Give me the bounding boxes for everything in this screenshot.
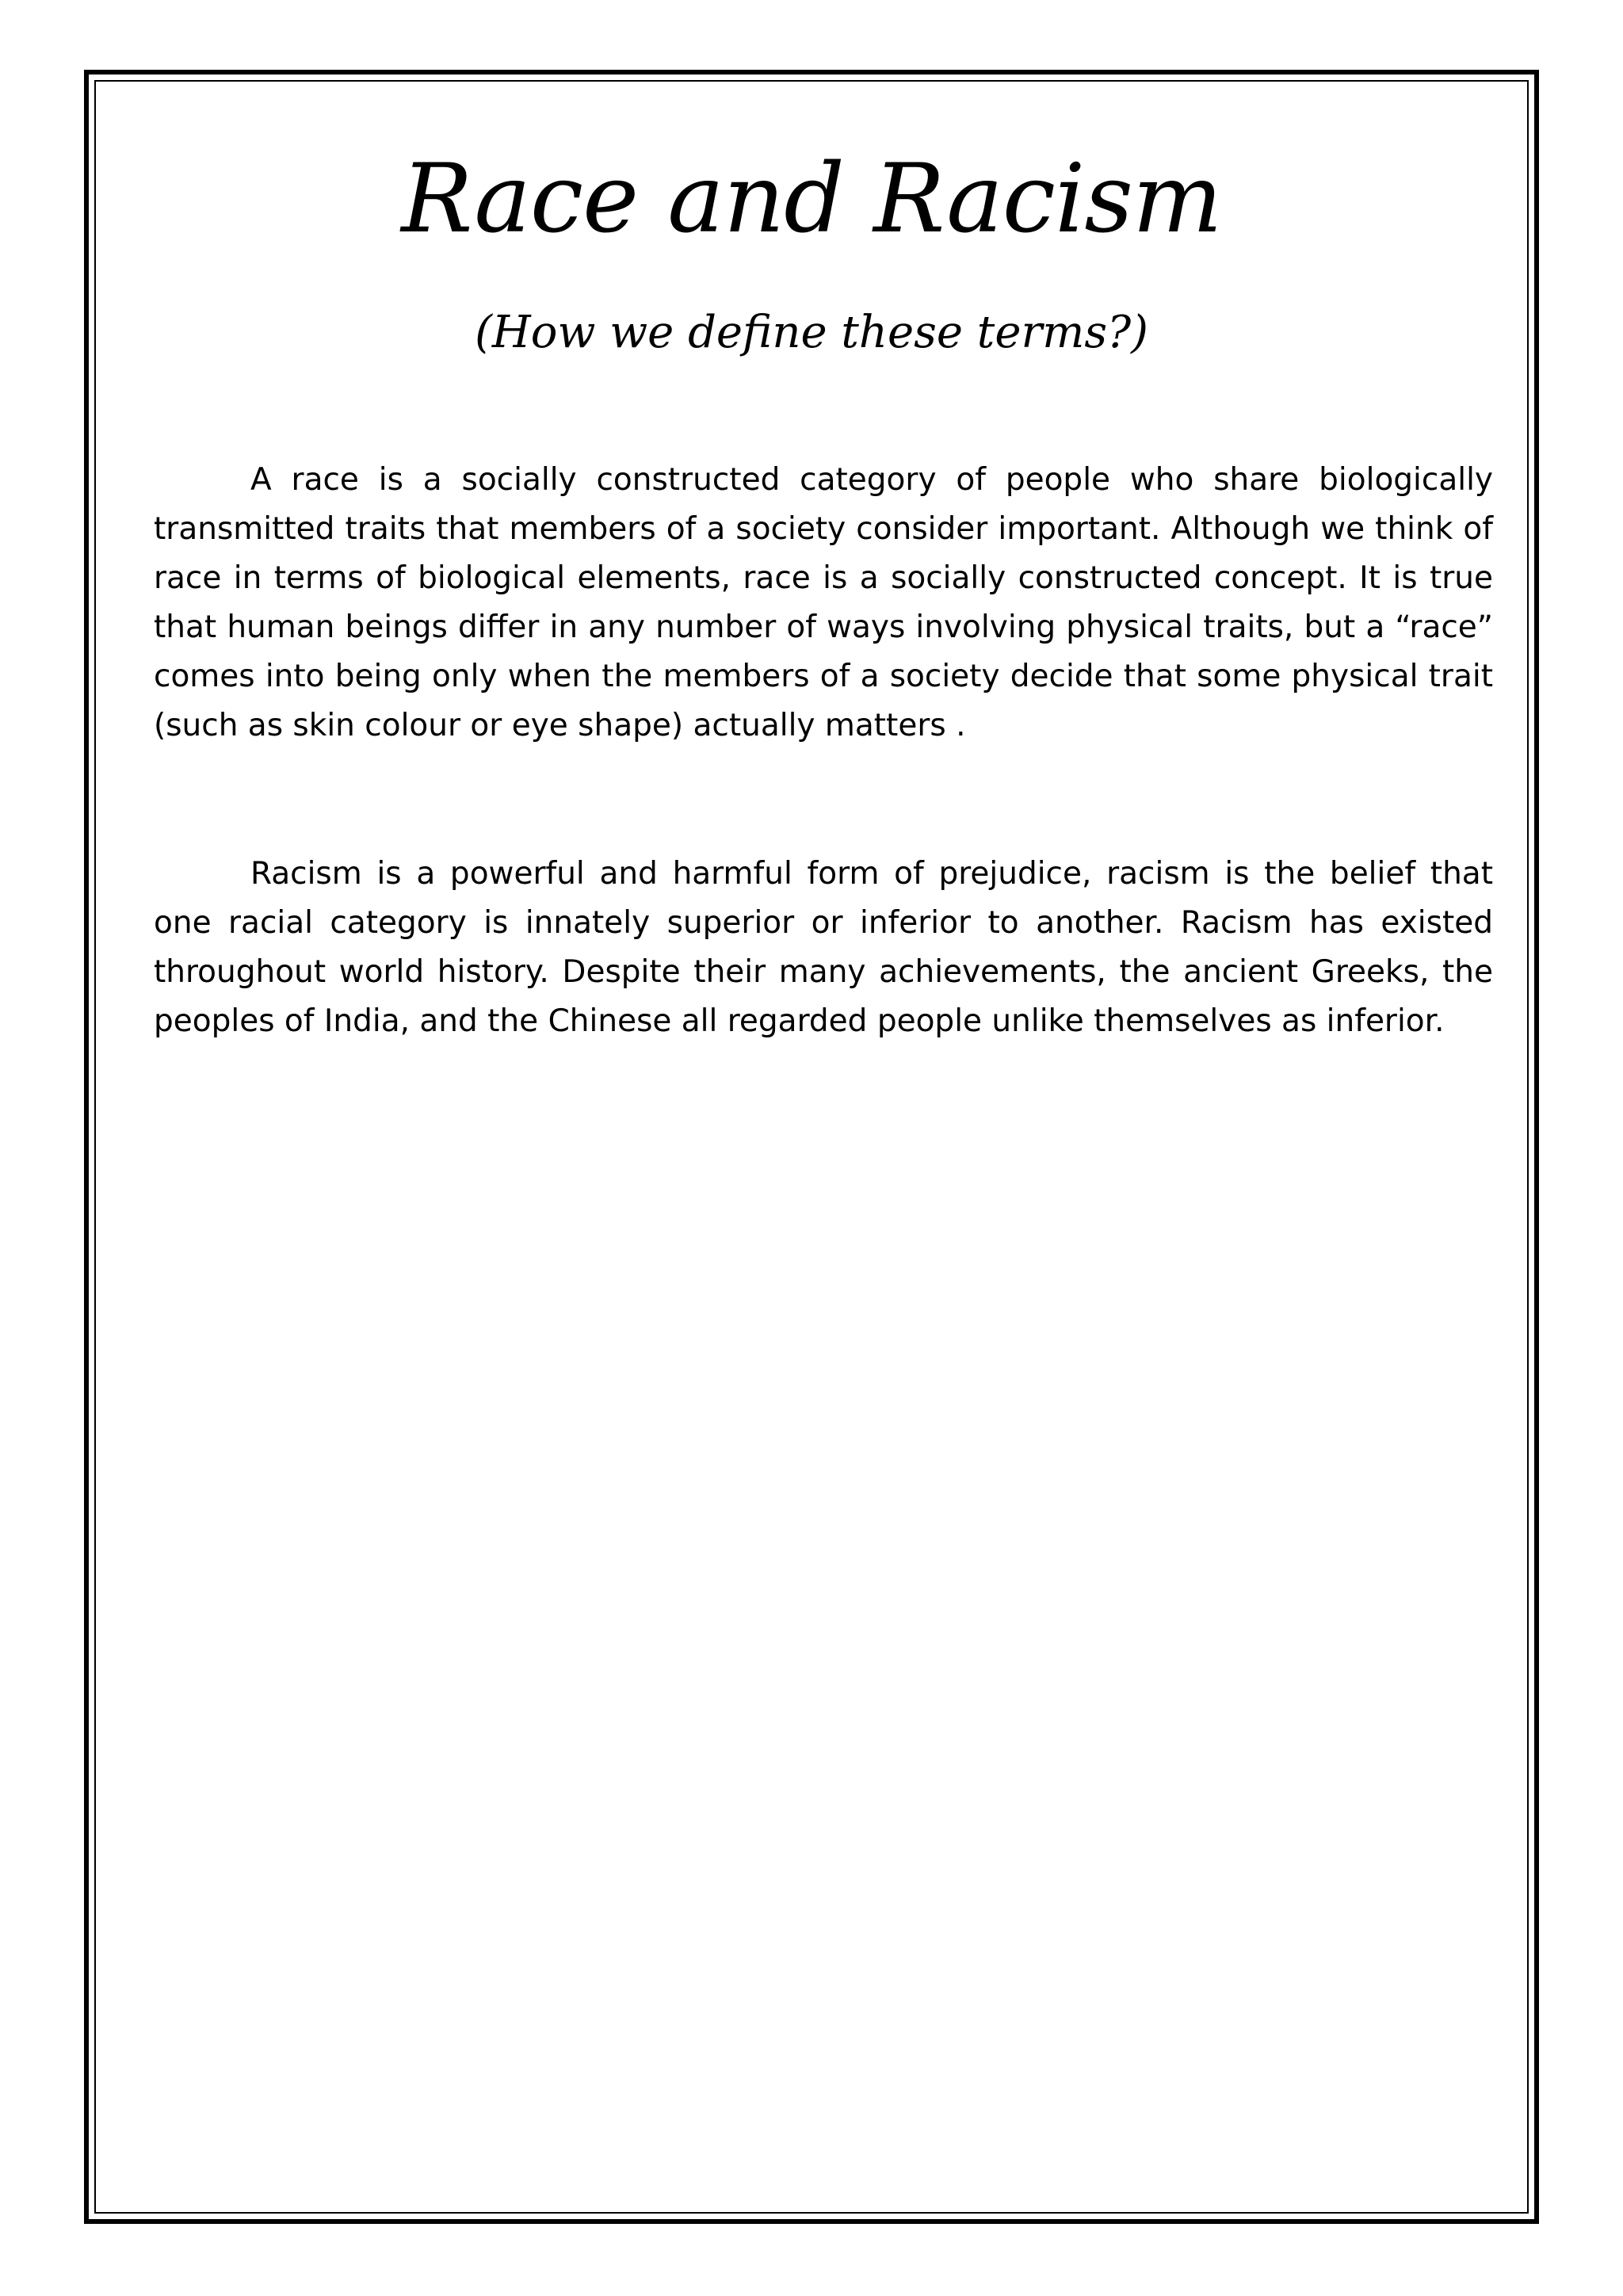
page-border-inner — [94, 80, 1529, 2214]
page-title: Race and Racism — [401, 144, 1222, 254]
page-subtitle: (How we define these terms?) — [475, 307, 1148, 358]
paragraph-race-definition: A race is a socially constructed category of people who share biologically transmitted traits that members of a society consider important. Although we think of race in terms of biological elements, race is a socially constructed concept. It is true that human beings differ in any number of ways involving physical traits, but a “race” comes into being only when the members of a society decide that some physical trait (such as skin colour or eye shape) actually matters . — [154, 462, 1493, 743]
paragraph-racism-definition: Racism is a powerful and harmful form of prejudice, racism is the belief that one racial category is innately superior or inferior to another. Racism has existed throughout world history. Despite their many achievements, the ancient Greeks, the peoples of India, and the Chinese all regarded people unlike themselves as inferior. — [154, 856, 1493, 1039]
